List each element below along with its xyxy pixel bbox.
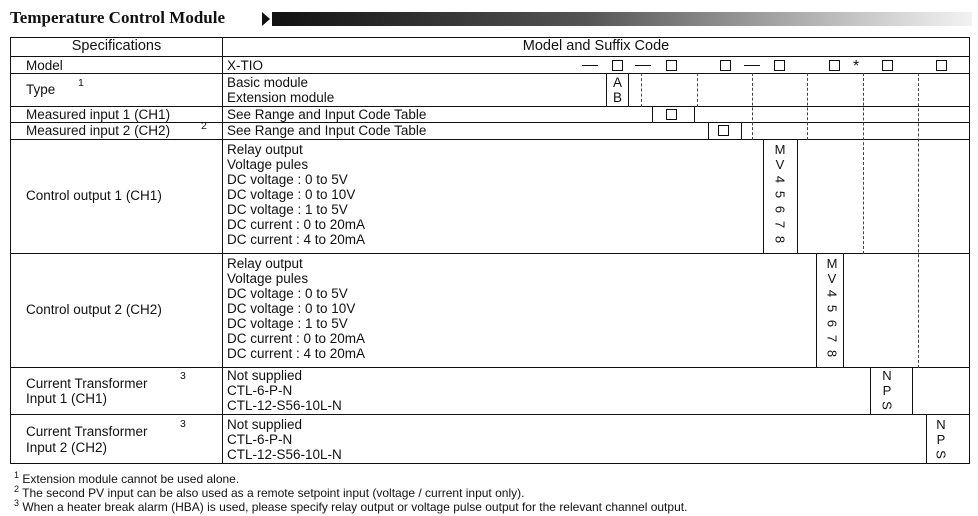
code-letter: N: [882, 368, 892, 383]
ct2-codes: [934, 417, 948, 462]
ct1-footnote-ref: 3: [180, 370, 186, 382]
option-item: DC voltage : 0 to 5V: [227, 172, 348, 187]
footnote-text: When a heater break alarm (HBA) is used, please specify relay output or voltage pulse output for the relevant channel output.: [22, 500, 688, 514]
ct1-option: CTL-6-P-N: [227, 383, 293, 398]
code-digit: 5: [772, 190, 788, 199]
option-item: DC voltage : 0 to 5V: [227, 286, 348, 301]
code-letter: P: [936, 432, 946, 447]
measured-input-2-footnote-ref: 2: [201, 120, 207, 132]
option-item: Voltage pules: [227, 271, 309, 286]
option-item: Relay output: [227, 256, 303, 271]
ct2-footnote-ref: 3: [180, 418, 186, 430]
code-digit: 6: [824, 319, 840, 328]
model-suffix-header: Model and Suffix Code: [522, 38, 670, 54]
type-option: Basic module: [227, 75, 309, 90]
title-bar: [272, 12, 972, 26]
type-label: Type: [26, 82, 56, 97]
code-digit: 7: [824, 334, 840, 343]
ct2-option: Not supplied: [227, 417, 303, 432]
code-box: [612, 60, 623, 71]
code-digit: 7: [772, 220, 788, 229]
page-title: Temperature Control Module: [10, 8, 226, 27]
code-letter: P: [882, 383, 892, 398]
model-value: X-TIO: [227, 58, 263, 73]
code-letter: V: [827, 271, 837, 286]
code-box: [666, 109, 677, 120]
specifications-header: Specifications: [71, 38, 162, 54]
model-label: Model: [26, 58, 63, 73]
option-item: Relay output: [227, 142, 303, 157]
type-option: Extension module: [227, 90, 335, 105]
footnote-number: 2: [14, 484, 20, 494]
control-output-2-codes: [825, 256, 839, 361]
code-letter: V: [775, 157, 785, 172]
type-code: B: [612, 90, 622, 105]
option-item: DC voltage : 0 to 10V: [227, 187, 356, 202]
type-code: A: [612, 75, 622, 90]
code-digit: 8: [772, 235, 788, 244]
code-digit: 4: [772, 175, 788, 184]
measured-input-2-value: See Range and Input Code Table: [227, 123, 427, 138]
option-item: DC voltage : 1 to 5V: [227, 202, 348, 217]
code-digit: 6: [772, 205, 788, 214]
ct1-label-line1: Current Transformer: [26, 376, 148, 391]
ct1-option: CTL-12-S56-10L-N: [227, 398, 342, 413]
option-item: DC current : 0 to 20mA: [227, 217, 366, 232]
option-item: Voltage pules: [227, 157, 309, 172]
control-output-1-options: [227, 142, 365, 247]
measured-input-1-value: See Range and Input Code Table: [227, 107, 427, 122]
code-letter: M: [774, 142, 786, 157]
code-box: [882, 60, 893, 71]
code-digit: 4: [824, 289, 840, 298]
measured-input-1-label: Measured input 1 (CH1): [26, 107, 171, 122]
option-item: DC current : 0 to 20mA: [227, 331, 366, 346]
code-digit: 5: [824, 304, 840, 313]
ct1-label-line2: Input 1 (CH1): [26, 391, 108, 406]
code-box: [829, 60, 840, 71]
asterisk-mark: *: [853, 58, 860, 75]
ct2-option: CTL-12-S56-10L-N: [227, 447, 342, 462]
code-digit: 8: [824, 349, 840, 358]
footnote-text: The second PV input can be also used as a remote setpoint input (voltage / current input only).: [22, 486, 525, 500]
title-arrow-icon: [262, 12, 270, 26]
code-box: [718, 125, 729, 136]
code-letter: S: [879, 401, 895, 410]
code-letter: S: [933, 450, 949, 459]
type-footnote-ref: 1: [78, 77, 84, 89]
ct1-option: Not supplied: [227, 368, 303, 383]
measured-input-2-label: Measured input 2 (CH2): [26, 123, 171, 138]
option-item: DC current : 4 to 20mA: [227, 346, 366, 361]
footnote-number: 3: [14, 498, 20, 508]
footnote-number: 1: [14, 470, 20, 480]
code-letter: N: [936, 417, 946, 432]
ct2-label-line2: Input 2 (CH2): [26, 440, 108, 455]
control-output-2-options: [227, 256, 365, 361]
option-item: DC voltage : 1 to 5V: [227, 316, 348, 331]
code-box: [774, 60, 785, 71]
ct2-label-line1: Current Transformer: [26, 424, 148, 439]
control-output-1-label: Control output 1 (CH1): [26, 188, 162, 203]
code-box: [720, 60, 731, 71]
code-letter: M: [826, 256, 838, 271]
option-item: DC current : 4 to 20mA: [227, 232, 366, 247]
code-box: [936, 60, 947, 71]
footnote-text: Extension module cannot be used alone.: [22, 472, 240, 486]
ct1-codes: [880, 368, 894, 413]
control-output-2-label: Control output 2 (CH2): [26, 302, 162, 317]
code-box: [666, 60, 677, 71]
footnote-3: [14, 496, 687, 514]
ct2-option: CTL-6-P-N: [227, 432, 293, 447]
control-output-1-codes: [773, 142, 787, 247]
option-item: DC voltage : 0 to 10V: [227, 301, 356, 316]
